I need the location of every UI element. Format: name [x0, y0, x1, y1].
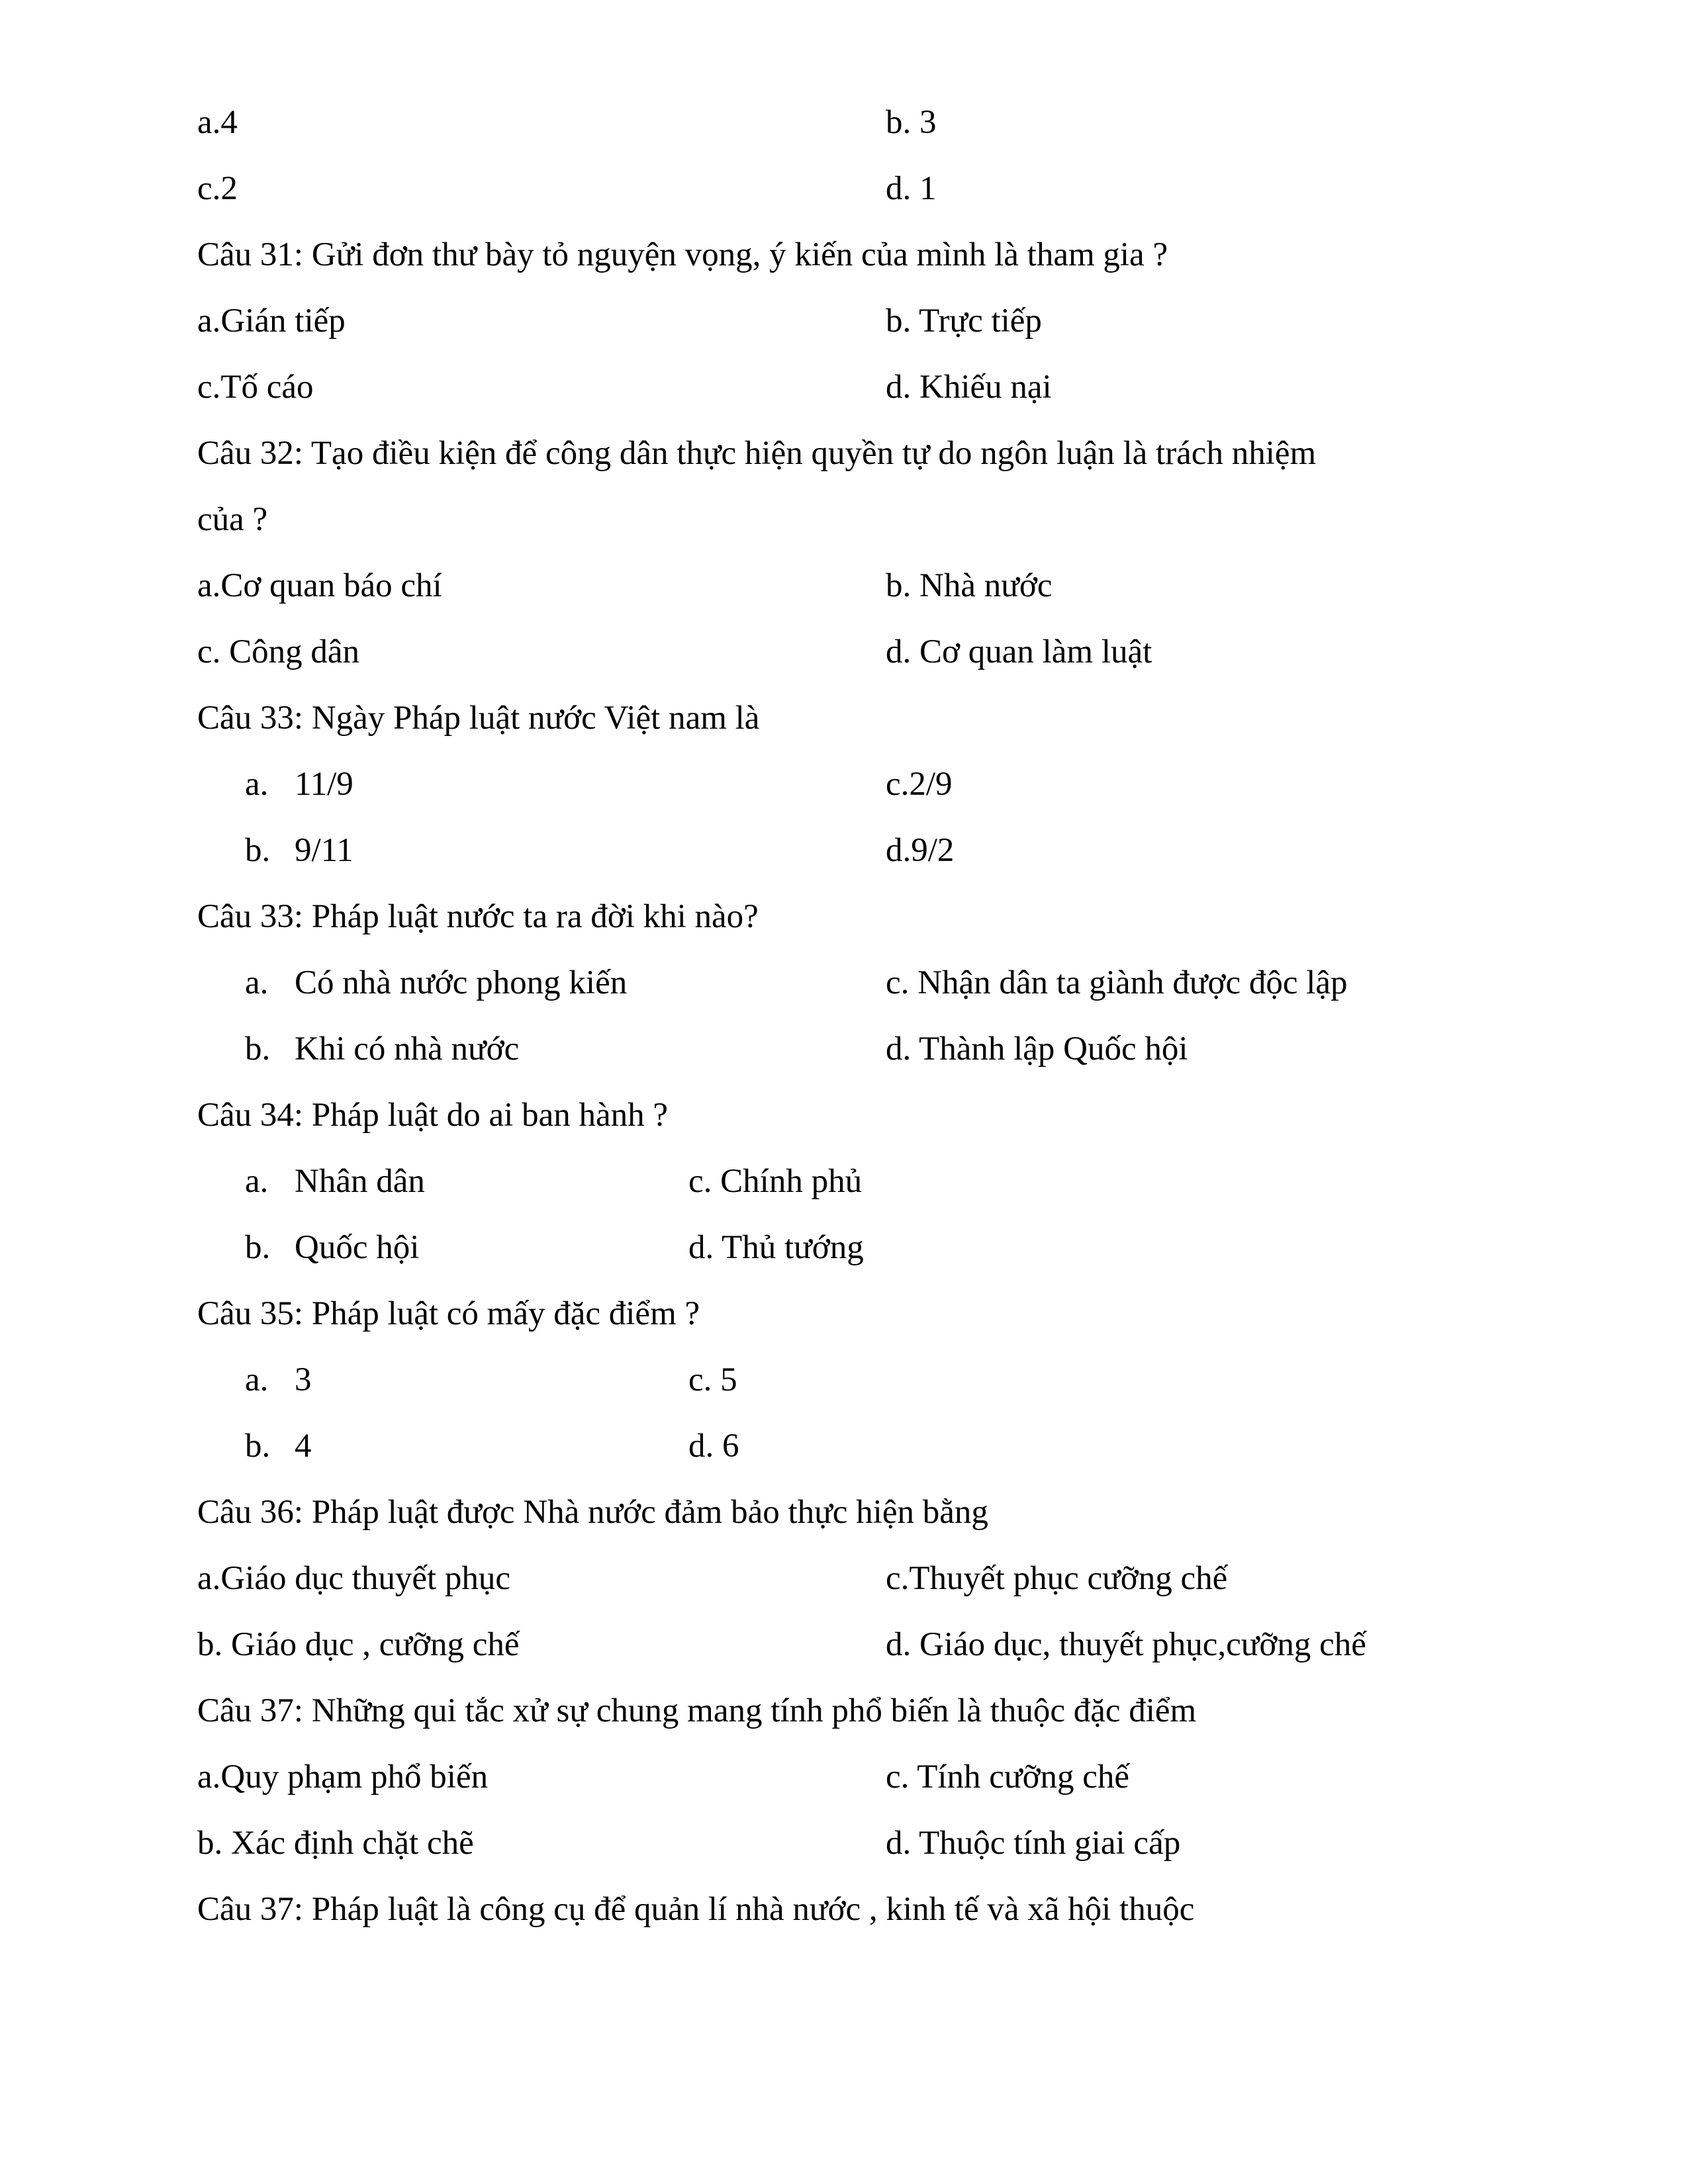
q35-option-b: 4: [295, 1428, 312, 1465]
q34-option-a-letter: a.: [245, 1163, 269, 1200]
q32-option-c: c. Công dân: [197, 633, 360, 670]
q33a-option-c: c.2/9: [886, 766, 953, 803]
q37a-option-b: b. Xác định chặt chẽ: [197, 1825, 474, 1862]
q32-question-line1: Câu 32: Tạo điều kiện để công dân thực hiện quyền tự do ngôn luận là trách nhiệm: [197, 435, 1317, 472]
q37b-question: Câu 37: Pháp luật là công cụ để quản lí nhà nước , kinh tế và xã hội thuộc: [197, 1891, 1195, 1928]
q37a-question: Câu 37: Những qui tắc xử sự chung mang tính phổ biến là thuộc đặc điểm: [197, 1692, 1197, 1729]
q34-option-b-letter: b.: [245, 1229, 271, 1266]
q33b-option-b-letter: b.: [245, 1030, 271, 1068]
q31-option-a: a.Gián tiếp: [197, 302, 346, 340]
q33a-option-b-letter: b.: [245, 832, 271, 869]
prev-option-b: b. 3: [886, 104, 937, 141]
q31-option-d: d. Khiếu nại: [886, 369, 1052, 406]
q33b-option-a: Có nhà nước phong kiến: [295, 964, 628, 1001]
q32-option-b: b. Nhà nước: [886, 567, 1053, 604]
q33a-question: Câu 33: Ngày Pháp luật nước Việt nam là: [197, 700, 760, 737]
q33a-option-b: 9/11: [295, 832, 353, 869]
q34-option-b: Quốc hội: [295, 1229, 420, 1266]
q33b-option-a-letter: a.: [245, 964, 269, 1001]
q33a-option-d: d.9/2: [886, 832, 955, 869]
q32-question-line2: của ?: [197, 501, 268, 538]
q33b-question: Câu 33: Pháp luật nước ta ra đời khi nào?: [197, 898, 759, 935]
q36-option-c: c.Thuyết phục cưỡng chế: [886, 1560, 1228, 1597]
q34-option-a: Nhân dân: [295, 1163, 425, 1200]
q34-option-d: d. Thủ tướng: [688, 1229, 864, 1266]
q34-option-c: c. Chính phủ: [688, 1163, 863, 1200]
prev-option-a: a.4: [197, 104, 238, 141]
q36-option-a: a.Giáo dục thuyết phục: [197, 1560, 511, 1597]
q35-option-a-letter: a.: [245, 1361, 269, 1398]
q31-option-c: c.Tố cáo: [197, 369, 314, 406]
q33b-option-d: d. Thành lập Quốc hội: [886, 1030, 1188, 1068]
q35-option-a: 3: [295, 1361, 312, 1398]
q33b-option-c: c. Nhận dân ta giành được độc lập: [886, 964, 1348, 1001]
q37a-option-a: a.Quy phạm phổ biến: [197, 1758, 489, 1796]
q35-option-c: c. 5: [688, 1361, 737, 1398]
q33a-option-a-letter: a.: [245, 766, 269, 803]
q32-option-d: d. Cơ quan làm luật: [886, 633, 1152, 670]
prev-option-d: d. 1: [886, 170, 937, 207]
q36-question: Câu 36: Pháp luật được Nhà nước đảm bảo thực hiện bằng: [197, 1494, 988, 1531]
q35-question: Câu 35: Pháp luật có mấy đặc điểm ?: [197, 1295, 700, 1332]
q36-option-b: b. Giáo dục , cưỡng chế: [197, 1626, 520, 1663]
q37a-option-d: d. Thuộc tính giai cấp: [886, 1825, 1181, 1862]
q32-option-a: a.Cơ quan báo chí: [197, 567, 442, 604]
prev-option-c: c.2: [197, 170, 238, 207]
q37a-option-c: c. Tính cưỡng chế: [886, 1758, 1130, 1796]
q35-option-b-letter: b.: [245, 1428, 271, 1465]
q31-question: Câu 31: Gửi đơn thư bày tỏ nguyện vọng, ý kiến của mình là tham gia ?: [197, 236, 1168, 273]
q33a-option-a: 11/9: [295, 766, 353, 803]
q36-option-d: d. Giáo dục, thuyết phục,cưỡng chế: [886, 1626, 1366, 1663]
q33b-option-b: Khi có nhà nước: [295, 1030, 520, 1068]
q35-option-d: d. 6: [688, 1428, 739, 1465]
q31-option-b: b. Trực tiếp: [886, 302, 1042, 340]
q34-question: Câu 34: Pháp luật do ai ban hành ?: [197, 1097, 669, 1134]
